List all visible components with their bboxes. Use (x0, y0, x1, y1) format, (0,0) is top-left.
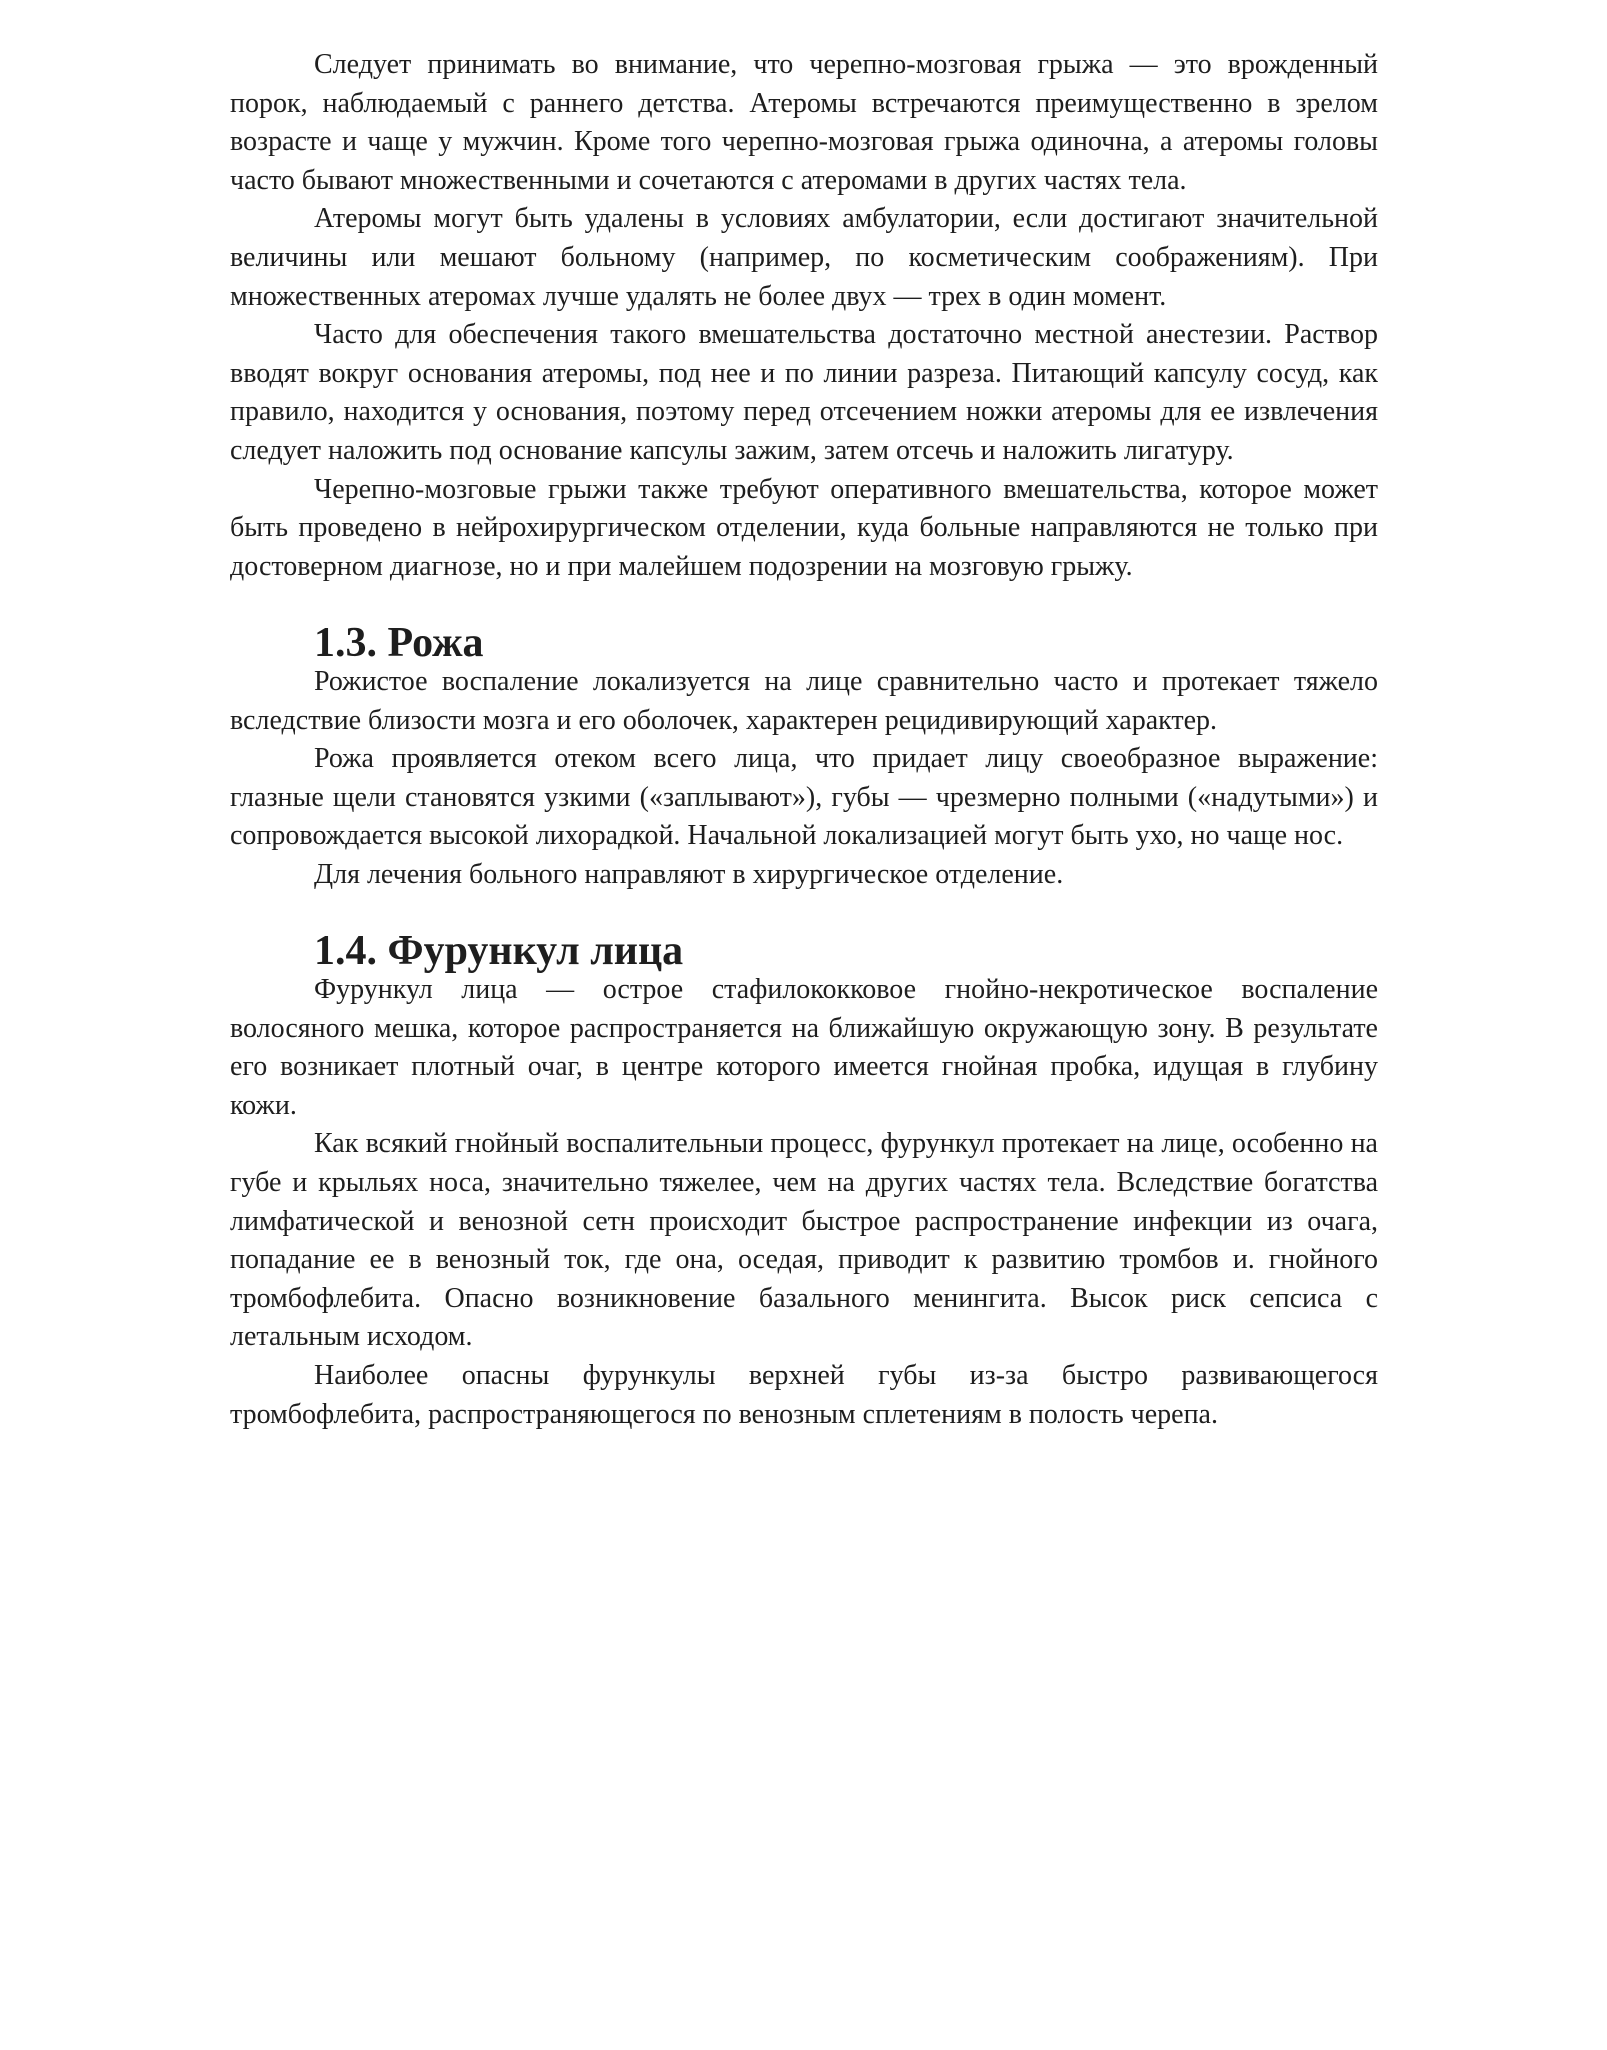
paragraph-erysipelas-3: Для лечения больного направляют в хирургическое отделение. (314, 858, 1064, 890)
section-gap (230, 894, 1378, 932)
paragraph-furuncle-1: Фурункул лица — острое стафилококковое гнойно-некротическое воспаление волосяного мешка, которое распространяется на ближайшую окружающую зону. В результате его возникает плотный очаг, в центре которого имеется гнойная пробка, идущая в глубину кожи. (230, 974, 1378, 1121)
paragraph-intro-4: Черепно-мозговые грыжи также требуют оперативного вмешательства, которое может быть проведено в нейрохирургическом отделении, куда больные направляются не только при достоверном диагнозе, но и при малейшем подозрении на мозговую грыжу. (230, 473, 1378, 582)
paragraph-furuncle-3: Наиболее опасны фурункулы верхней губы из-за быстро развивающегося тромбофлебита, распространяющегося по венозным сплетениям в полость черепа. (230, 1360, 1378, 1430)
paragraph-erysipelas-1: Рожистое воспаление локализуется на лице сравнительно часто и протекает тяжело вследствие близости мозга и его оболочек, характерен рецидивирующий характер. (230, 665, 1378, 736)
paragraph-intro-1: Следует принимать во внимание, что черепно-мозговая грыжа — это врожденный порок, наблюдаемый с раннего детства. Атеромы встречаются преимущественно в зрелом возрасте и чаще у мужчин. Кроме того черепно-мозговая грыжа одиночна, а атеромы головы часто бывают множественными и сочетаются с атеромами в других частях тела. (230, 49, 1378, 196)
document-page (230, 46, 1378, 1434)
paragraph-erysipelas-2: Рожа проявляется отеком всего лица, что придает лицу своеобразное выражение: глазные щели становятся узкими («заплывают»), губы — чрезмерно полными («надутыми») и сопровождается высокой лихорадкой. Начальной локализацией могут быть ухо, но чаще нос. (230, 743, 1378, 852)
section-heading-erysipelas: 1.3. Рожа (314, 620, 484, 667)
section-gap (230, 586, 1378, 624)
paragraph-intro-3: Часто для обеспечения такого вмешательства достаточно местной анестезии. Раствор вводят вокруг основания атеромы, под нее и по линии разреза. Питающий капсулу сосуд, как правило, находится у основания, поэтому перед отсечением ножки атеромы для ее извлечения следует наложить под основание капсулы зажим, затем отсечь и наложить лигатуру. (230, 319, 1378, 466)
paragraph-intro-2: Атеромы могут быть удалены в условиях амбулатории, если достигают значительной величины или мешают больному (например, по косметическим соображениям). При множественных атеромах лучше удалять не более двух — трех в один момент. (230, 203, 1378, 312)
section-heading-furuncle: 1.4. Фурункул лица (314, 928, 684, 975)
paragraph-furuncle-2: Как всякий гнойный воспалительныи процесс, фурункул протекает на лице, особенно на губе и крыльях носа, значительно тяжелее, чем на других частях тела. Вследствие богатства лимфатической и венозной сетн происходит быстрое распространение инфекции из очага, попадание ее в венозный ток, где она, оседая, приводит к развитию тромбов и. гнойного тромбофлебита. Опасно возникновение базального менингита. Высок риск сепсиса с летальным исходом. (230, 1128, 1378, 1353)
